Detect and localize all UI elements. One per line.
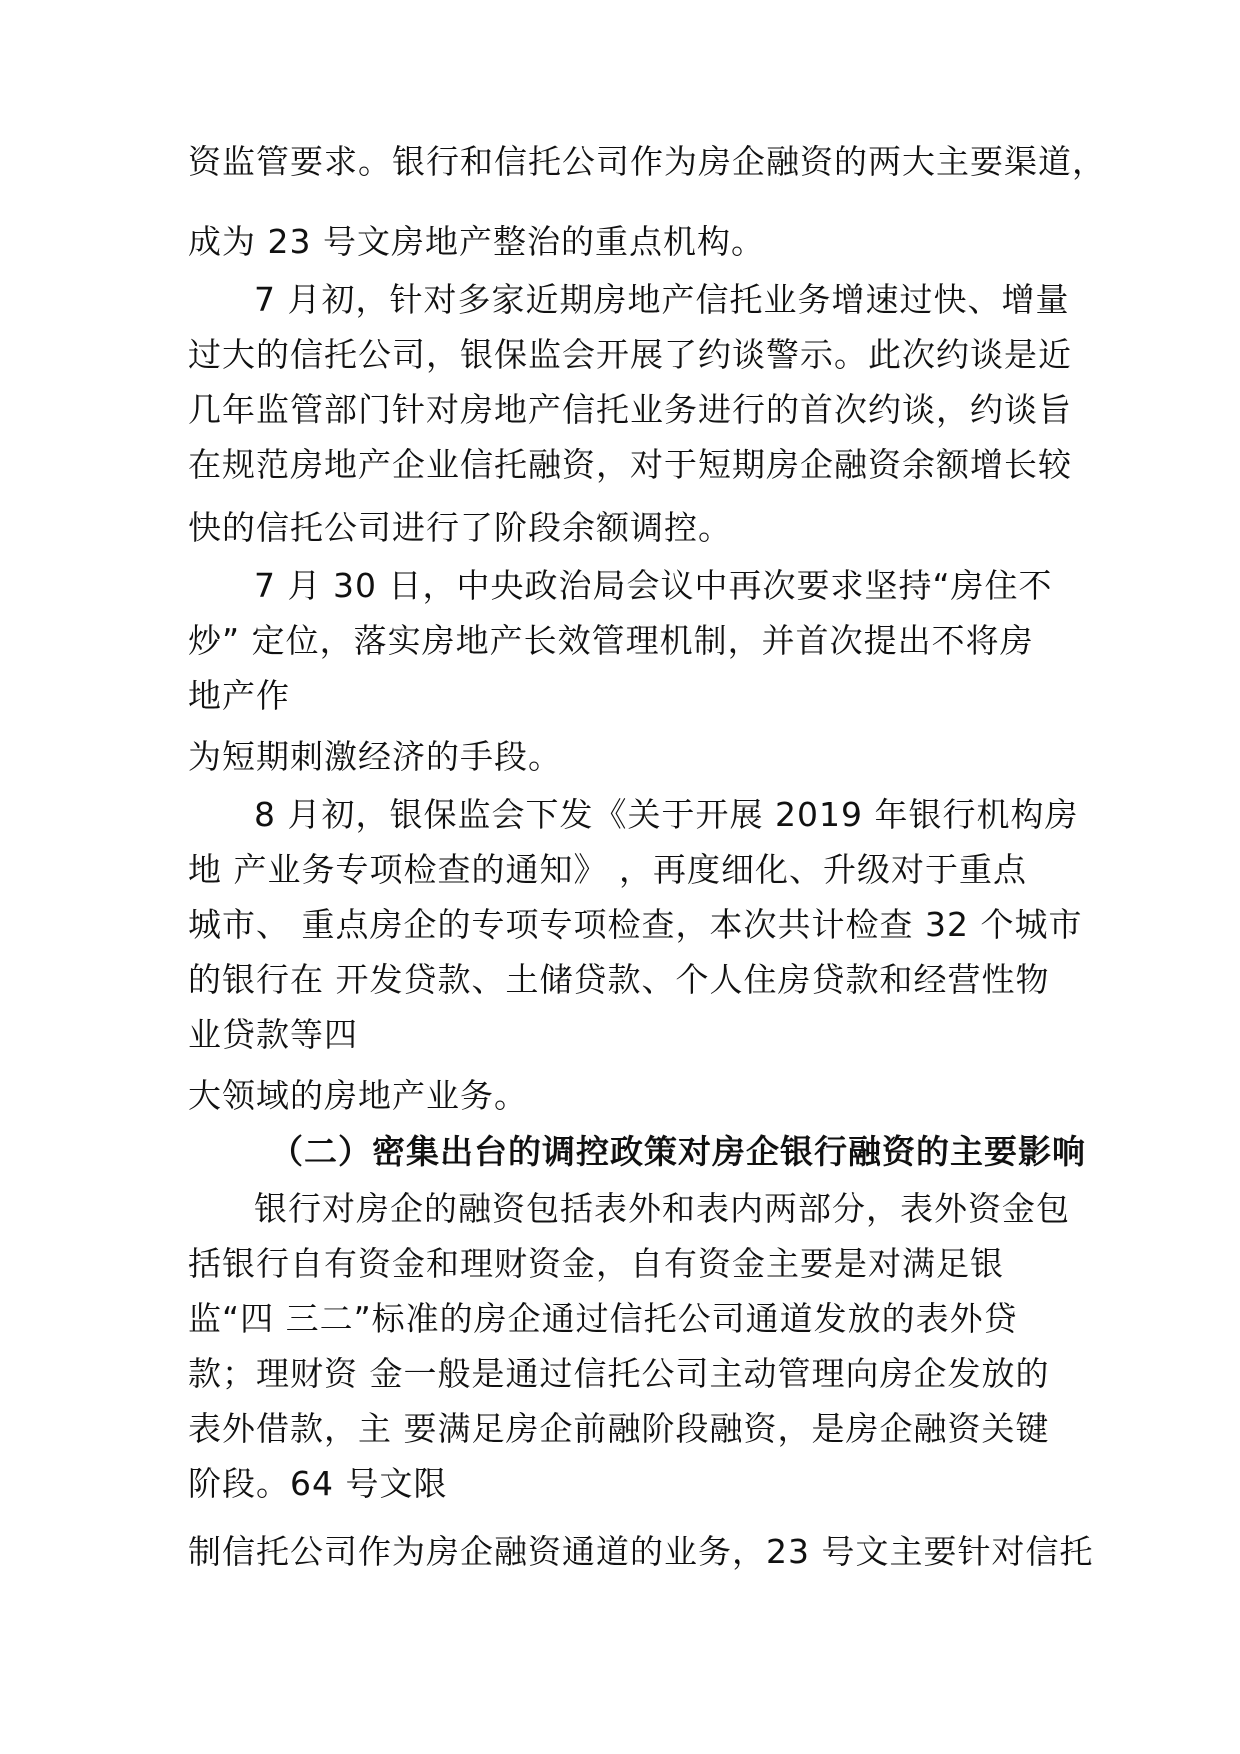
paragraph-line: 表外借款，主 要满足房企前融阶段融资，是房企融资关键 bbox=[188, 1409, 1050, 1448]
paragraph-line: 几年监管部门针对房地产信托业务进行的首次约谈，约谈旨 bbox=[188, 390, 1072, 429]
paragraph-line: 大领域的房地产业务。 bbox=[188, 1076, 528, 1115]
paragraph-line: 监“四 三二”标准的房企通过信托公司通道发放的表外贷 bbox=[188, 1299, 1018, 1338]
paragraph-line: 快的信托公司进行了阶段余额调控。 bbox=[188, 508, 732, 547]
paragraph-line: 制信托公司作为房企融资通道的业务，23 号文主要针对信托 bbox=[188, 1532, 1094, 1571]
paragraph-line: 地 产业务专项检查的通知》 ，再度细化、升级对于重点 bbox=[188, 850, 1027, 889]
paragraph-line: 成为 23 号文房地产整治的重点机构。 bbox=[188, 222, 765, 261]
paragraph-line: 地产作 bbox=[188, 676, 290, 715]
paragraph-line: 7 月初，针对多家近期房地产信托业务增速过快、增量 bbox=[254, 280, 1070, 319]
paragraph-line: 7 月 30 日，中央政治局会议中再次要求坚持“房住不 bbox=[254, 566, 1053, 605]
paragraph-line: 城市、 重点房企的专项专项检查，本次共计检查 32 个城市 bbox=[188, 905, 1083, 944]
paragraph-line: 为短期刺激经济的手段。 bbox=[188, 737, 562, 776]
paragraph-line: 过大的信托公司，银保监会开展了约谈警示。此次约谈是近 bbox=[188, 335, 1072, 374]
paragraph-line: 括银行自有资金和理财资金，自有资金主要是对满足银 bbox=[188, 1244, 1004, 1283]
paragraph-line: 在规范房地产企业信托融资，对于短期房企融资余额增长较 bbox=[188, 445, 1072, 484]
paragraph-line: 的银行在 开发贷款、土储贷款、个人住房贷款和经营性物 bbox=[188, 960, 1050, 999]
paragraph-line: 炒” 定位，落实房地产长效管理机制，并首次提出不将房 bbox=[188, 621, 1034, 660]
paragraph-line: 阶段。64 号文限 bbox=[188, 1464, 448, 1503]
paragraph-line: 银行对房企的融资包括表外和表内两部分，表外资金包 bbox=[254, 1189, 1070, 1228]
paragraph-line: 资监管要求。银行和信托公司作为房企融资的两大主要渠道， bbox=[188, 142, 1106, 181]
paragraph-line: 款；理财资 金一般是通过信托公司主动管理向房企发放的 bbox=[188, 1354, 1050, 1393]
paragraph-line: 8 月初，银保监会下发《关于开展 2019 年银行机构房 bbox=[254, 795, 1079, 834]
paragraph-line: 业贷款等四 bbox=[188, 1015, 358, 1054]
section-heading: （二）密集出台的调控政策对房企银行融资的主要影响 bbox=[270, 1132, 1086, 1171]
